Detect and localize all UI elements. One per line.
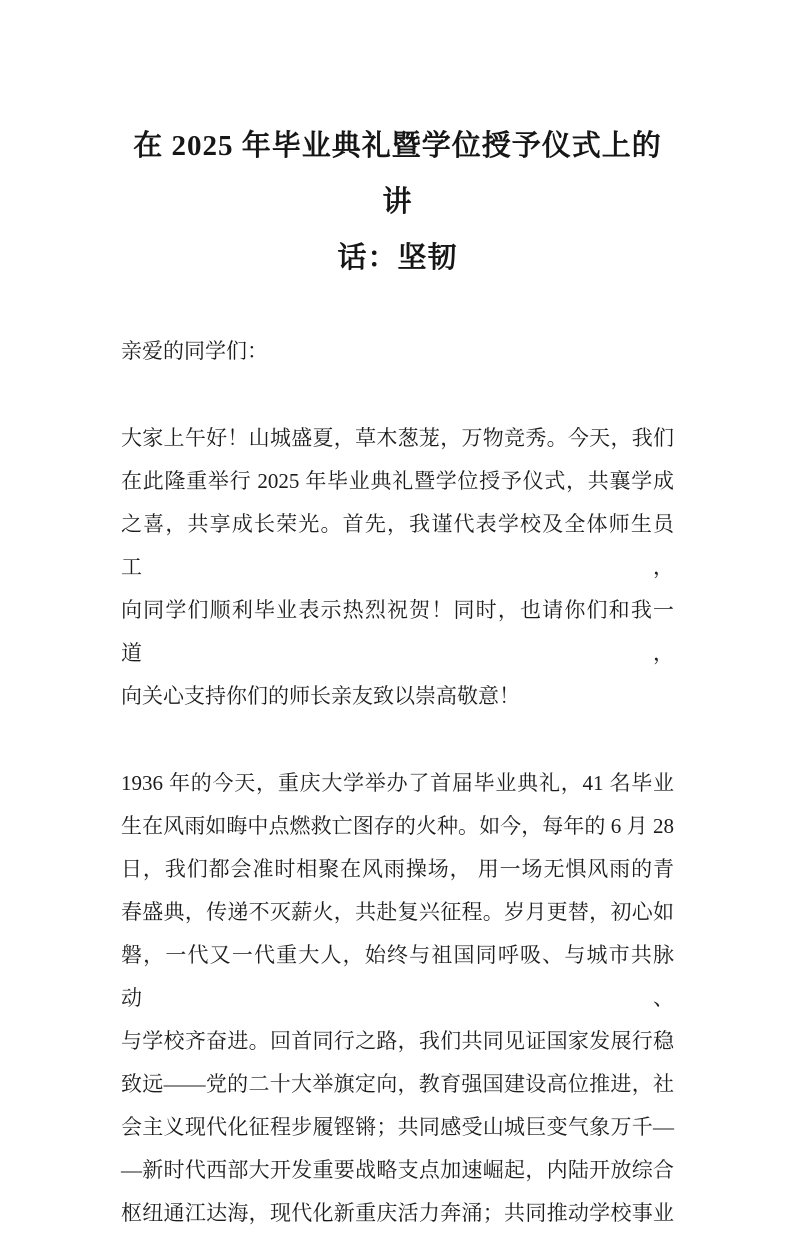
- text-line: 致远——党的二十大举旗定向，教育强国建设高位推进，社: [121, 1072, 674, 1096]
- text-line: —新时代西部大开发重要战略支点加速崛起，内陆开放综合: [121, 1158, 674, 1182]
- salutation: 亲爱的同学们：: [121, 339, 268, 363]
- text-line: 枢纽通江达海，现代化新重庆活力奔涌；共同推动学校事业: [121, 1201, 674, 1225]
- text-line: 春盛典，传递不灭薪火，共赴复兴征程。岁月更替，初心如: [121, 900, 674, 924]
- document-title: [121, 118, 674, 286]
- text-line: 向关心支持你们的师长亲友致以崇高敬意！: [121, 684, 520, 708]
- text-line: 在此隆重举行 2025 年毕业典礼暨学位授予仪式，共襄学成: [121, 469, 674, 493]
- text-line: 大家上午好！山城盛夏，草木葱茏，万物竞秀。今天，我们: [121, 426, 674, 450]
- text-line: 会主义现代化征程步履铿锵；共同感受山城巨变气象万千—: [121, 1115, 674, 1139]
- title-line: 在 2025 年毕业典礼暨学位授予仪式上的讲: [133, 130, 662, 218]
- text-line: 之喜，共享成长荣光。首先，我谨代表学校及全体师生员工，: [121, 512, 674, 579]
- paragraph-greeting: [121, 417, 674, 718]
- paragraph-history: [121, 762, 674, 1235]
- text-line: 1936 年的今天，重庆大学举办了首届毕业典礼，41 名毕业: [121, 771, 674, 795]
- text-line: 与学校齐奋进。回首同行之路，我们共同见证国家发展行稳: [121, 1029, 674, 1053]
- document-page: [0, 118, 793, 1240]
- text-line: 磐，一代又一代重大人，始终与祖国同呼吸、与城市共脉动、: [121, 943, 674, 1010]
- text-line: 日，我们都会准时相聚在风雨操场， 用一场无惧风雨的青: [121, 857, 674, 881]
- document-content: [121, 118, 674, 1235]
- text-line: 生在风雨如晦中点燃救亡图存的火种。如今，每年的 6 月 28: [121, 814, 674, 838]
- title-line: 话：坚韧: [337, 242, 458, 274]
- text-line: 向同学们顺利毕业表示热烈祝贺！同时，也请你们和我一道，: [121, 598, 674, 665]
